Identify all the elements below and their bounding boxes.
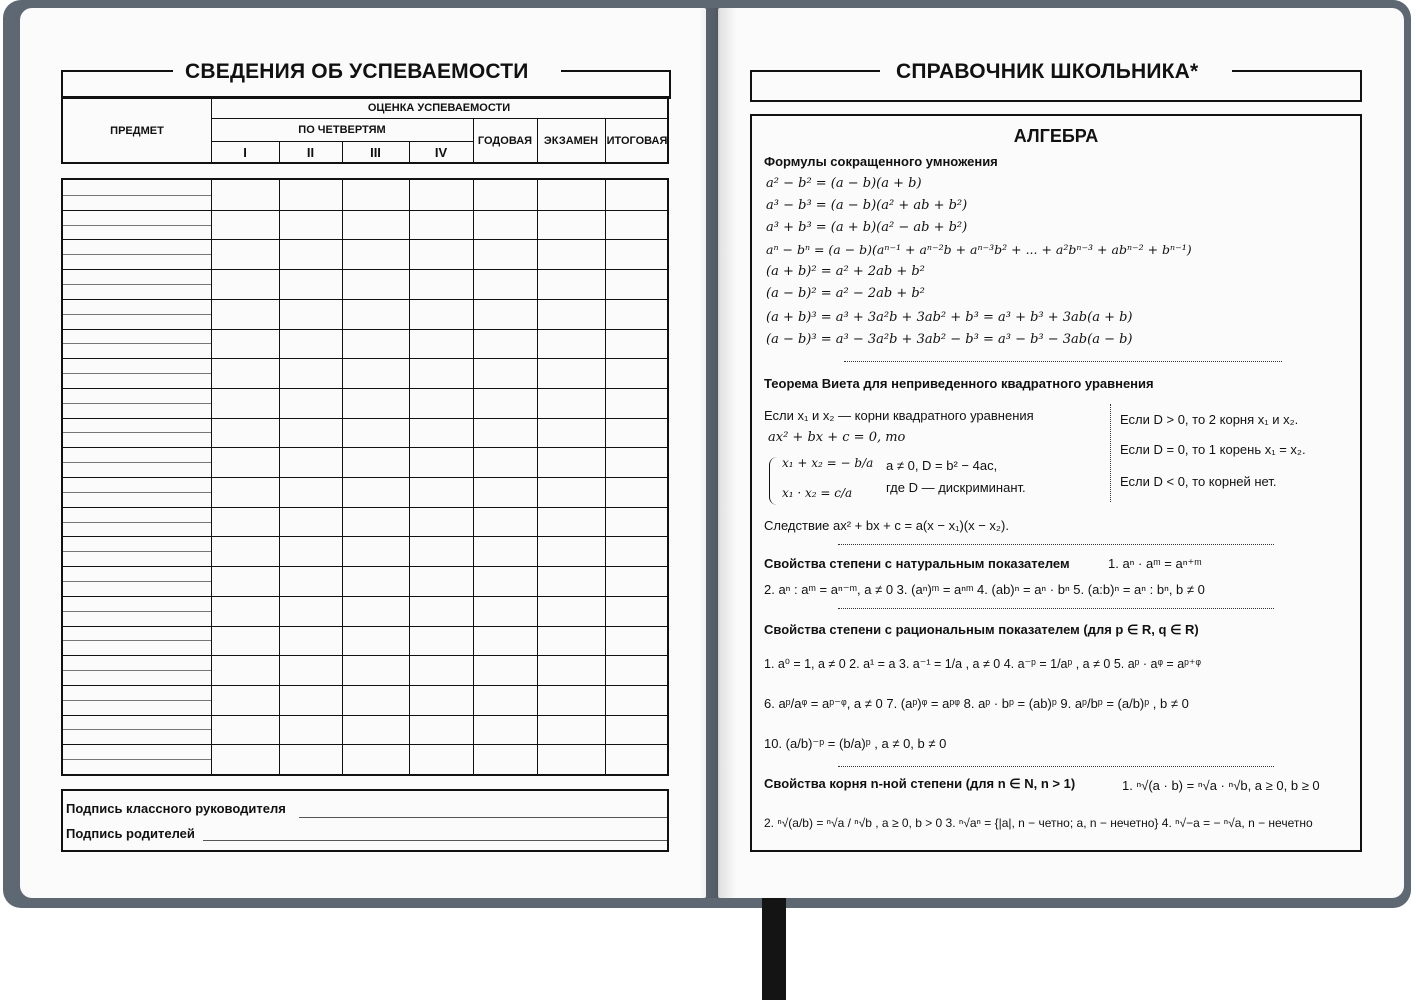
subject-subline xyxy=(63,522,211,523)
header-quarter-2: II xyxy=(306,145,315,160)
formula-7: (a + b)³ = a³ + 3a²b + 3ab² + b³ = a³ + b³ + 3ab(a + b) xyxy=(766,310,1133,325)
formula-3: a³ + b³ = (a + b)(a² − ab + b²) xyxy=(766,220,968,235)
header-quarter-3: III xyxy=(370,145,381,160)
subject-subline xyxy=(63,611,211,612)
right-page xyxy=(718,8,1404,898)
subject-subline xyxy=(63,670,211,671)
vieta-sum: x₁ + x₂ = − b/a xyxy=(782,456,874,470)
section-natural-powers: Свойства степени с натуральным показателем xyxy=(764,556,1070,571)
subject-subline xyxy=(63,700,211,701)
section-vieta: Теорема Виета для неприведенного квадратного уравнения xyxy=(764,376,1154,391)
system-brace xyxy=(769,457,777,505)
reference-box xyxy=(750,114,1362,852)
grid-row-line xyxy=(63,239,667,240)
grid-row-line xyxy=(63,329,667,330)
grid-row-line xyxy=(63,507,667,508)
grades-grid xyxy=(61,178,669,776)
root-property-1: 1. ⁿ√(a · b) = ⁿ√a · ⁿ√b, a ≥ 0, b ≥ 0 xyxy=(1122,778,1320,793)
subject-subline xyxy=(63,373,211,374)
page-title: СПРАВОЧНИК ШКОЛЬНИКА* xyxy=(896,60,1199,83)
grid-row-line xyxy=(63,596,667,597)
subject-subline xyxy=(63,432,211,433)
grid-row-line xyxy=(63,626,667,627)
subject-subline xyxy=(63,640,211,641)
natural-powers-line: 2. aⁿ : aᵐ = aⁿ⁻ᵐ, a ≠ 0 3. (aⁿ)ᵐ = aⁿᵐ 4. (ab)ⁿ = aⁿ · bⁿ 5. (a:b)ⁿ = aⁿ : bⁿ, b ≠ 0 xyxy=(764,582,1205,597)
signature-teacher-line[interactable] xyxy=(299,817,667,818)
header-quarter-1: I xyxy=(243,145,247,160)
grid-row-line xyxy=(63,715,667,716)
header-exam: ЭКЗАМЕН xyxy=(543,135,599,147)
header-quarter-4: IV xyxy=(434,145,448,160)
subject-subline xyxy=(63,462,211,463)
header-annual: ГОДОВАЯ xyxy=(477,135,533,147)
grid-row-line xyxy=(63,536,667,537)
vieta-case2: Если D = 0, то 1 корень x₁ = x₂. xyxy=(1120,442,1306,457)
signature-parents-line[interactable] xyxy=(203,840,667,841)
page-title: СВЕДЕНИЯ ОБ УСПЕВАЕМОСТИ xyxy=(185,60,529,83)
header-grades: ОЦЕНКА УСПЕВАЕМОСТИ xyxy=(367,102,511,114)
grid-row-line xyxy=(63,299,667,300)
subject-subline xyxy=(63,581,211,582)
formula-8: (a − b)³ = a³ − 3a²b + 3ab² − b³ = a³ − b³ − 3ab(a − b) xyxy=(766,332,1133,347)
section-short-multiplication: Формулы сокращенного умножения xyxy=(764,154,998,169)
subject-subline xyxy=(63,195,211,196)
header-final: ИТОГОВАЯ xyxy=(606,135,668,147)
natural-power-1: 1. aⁿ · aᵐ = aⁿ⁺ᵐ xyxy=(1108,556,1202,571)
grades-header xyxy=(61,96,669,164)
root-properties-line: 2. ⁿ√(a/b) = ⁿ√a / ⁿ√b , a ≥ 0, b > 0 3. ⁿ√aⁿ = {|a|, n − четно; a, n − нечетно} 4. ⁿ√−a = − ⁿ√a, n − нечетно xyxy=(764,816,1313,830)
subject-subline xyxy=(63,492,211,493)
formula-2: a³ − b³ = (a − b)(a² + ab + b²) xyxy=(766,198,968,213)
grid-row-line xyxy=(63,388,667,389)
header-quarters: ПО ЧЕТВЕРТЯМ xyxy=(298,123,386,136)
signature-teacher-label: Подпись классного руководителя xyxy=(66,801,286,816)
grid-row-line xyxy=(63,358,667,359)
grid-row-line xyxy=(63,210,667,211)
spine xyxy=(700,8,736,898)
section-rational-powers: Свойства степени с рациональным показателем (для p ∈ R, q ∈ R) xyxy=(764,622,1199,637)
rational-powers-line1: 1. a⁰ = 1, a ≠ 0 2. a¹ = a 3. a⁻¹ = 1/a , a ≠ 0 4. a⁻ᵖ = 1/aᵖ , a ≠ 0 5. aᵖ · aᵠ = aᵖ⁺ᵠ xyxy=(764,657,1201,671)
formula-6: (a − b)² = a² − 2ab + b² xyxy=(766,286,925,301)
subject-subline xyxy=(63,403,211,404)
left-page xyxy=(20,8,706,898)
vieta-corollary: Следствие ax² + bx + c = a(x − x₁)(x − x₂). xyxy=(764,518,1009,533)
vieta-case1: Если D > 0, то 2 корня x₁ и x₂. xyxy=(1120,412,1299,427)
subject-subline xyxy=(63,225,211,226)
grid-row-line xyxy=(63,477,667,478)
grid-row-line xyxy=(63,655,667,656)
formula-1: a² − b² = (a − b)(a + b) xyxy=(766,176,922,191)
subject-subline xyxy=(63,254,211,255)
vieta-line2: ax² + bx + c = 0, то xyxy=(768,430,906,445)
subject-subline xyxy=(63,759,211,760)
vieta-cond1: a ≠ 0, D = b² − 4ac, xyxy=(886,458,998,473)
rational-powers-line2: 6. aᵖ/aᵠ = aᵖ⁻ᵠ, a ≠ 0 7. (aᵖ)ᵠ = aᵖᵠ 8. aᵖ · bᵖ = (ab)ᵖ 9. aᵖ/bᵖ = (a/b)ᵖ , b ≠ 0 xyxy=(764,696,1189,711)
formula-5: (a + b)² = a² + 2ab + b² xyxy=(766,264,925,279)
subject-subline xyxy=(63,343,211,344)
formula-4: aⁿ − bⁿ = (a − b)(aⁿ⁻¹ + aⁿ⁻²b + aⁿ⁻³b² + ... + a²bⁿ⁻³ + abⁿ⁻² + bⁿ⁻¹) xyxy=(766,242,1192,257)
grid-row-line xyxy=(63,685,667,686)
vieta-cond2: где D — дискриминант. xyxy=(886,480,1026,495)
grid-row-line xyxy=(63,744,667,745)
header-subject: ПРЕДМЕТ xyxy=(110,125,164,137)
grid-row-line xyxy=(63,418,667,419)
algebra-title: АЛГЕБРА xyxy=(1013,126,1099,146)
subject-subline xyxy=(63,551,211,552)
vieta-product: x₁ · x₂ = c/a xyxy=(782,486,853,500)
signature-parents-label: Подпись родителей xyxy=(66,826,195,841)
section-roots: Свойства корня n-ной степени (для n ∈ N, n > 1) xyxy=(764,776,1076,791)
grid-row-line xyxy=(63,447,667,448)
section-divider xyxy=(838,608,1274,609)
section-divider xyxy=(838,544,1274,545)
grid-row-line xyxy=(63,269,667,270)
subject-subline xyxy=(63,314,211,315)
section-divider xyxy=(844,361,1282,362)
vieta-case3: Если D < 0, то корней нет. xyxy=(1120,474,1277,489)
vieta-line1: Если x₁ и x₂ — корни квадратного уравнения xyxy=(764,408,1034,423)
rational-powers-line3: 10. (a/b)⁻ᵖ = (b/a)ᵖ , a ≠ 0, b ≠ 0 xyxy=(764,736,947,751)
section-divider xyxy=(838,766,1274,767)
signatures-box xyxy=(61,789,669,852)
subject-subline xyxy=(63,729,211,730)
bookmark-ribbon xyxy=(762,898,786,1000)
grid-row-line xyxy=(63,566,667,567)
vieta-divider xyxy=(1110,404,1111,502)
subject-subline xyxy=(63,284,211,285)
